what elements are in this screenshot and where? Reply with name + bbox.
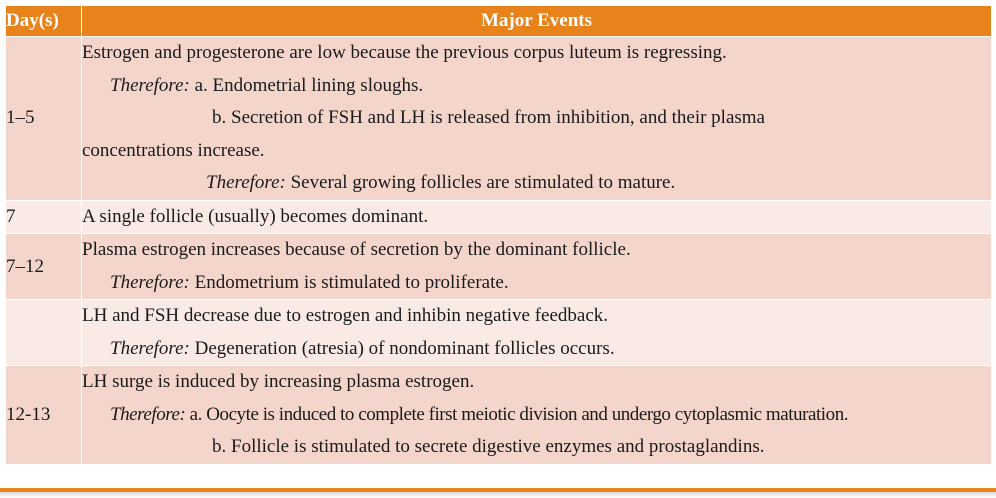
table-row — [6, 234, 992, 300]
event-cell — [82, 300, 992, 366]
menstrual-events-table — [5, 5, 992, 465]
bottom-accent-bar — [0, 488, 996, 498]
event-line: LH and FSH decrease due to estrogen and inhibin negative feedback. — [82, 305, 609, 326]
day-cell: 7–12 — [6, 234, 82, 300]
event-line: b. Secretion of FSH and LH is released from inhibition, and their plasma — [212, 107, 765, 128]
day-column-header: Day(s) — [6, 6, 82, 37]
event-cell — [82, 366, 992, 465]
event-line — [82, 167, 991, 200]
event-line: b. Follicle is stimulated to secrete digestive enzymes and prostaglandins. — [212, 436, 765, 457]
table-row — [6, 366, 992, 465]
bottom-shadow — [0, 492, 996, 498]
event-line: LH surge is induced by increasing plasma estrogen. — [82, 371, 475, 392]
event-text: Endometrium is stimulated to proliferate. — [194, 271, 509, 293]
event-line — [82, 70, 991, 103]
therefore-label: Therefore: — [110, 337, 190, 359]
event-line: Plasma estrogen increases because of secretion by the dominant follicle. — [82, 239, 631, 260]
event-line — [82, 267, 991, 300]
day-cell: 1–5 — [6, 37, 82, 201]
table-row — [6, 200, 992, 234]
event-text: Several growing follicles are stimulated to mature. — [290, 172, 676, 193]
event-line: A single follicle (usually) becomes dominant. — [82, 205, 429, 227]
event-cell — [82, 37, 992, 201]
table-row — [6, 300, 992, 366]
therefore-label: Therefore: — [110, 271, 190, 293]
therefore-label: Therefore: — [110, 403, 186, 425]
event-text: a. Endometrial lining sloughs. — [194, 74, 424, 96]
event-line — [82, 333, 991, 366]
event-line — [82, 399, 991, 432]
table-header-row — [6, 6, 992, 37]
table-row — [6, 37, 992, 201]
event-cell — [82, 200, 992, 234]
events-column-header: Major Events — [82, 6, 992, 37]
day-cell: 12-13 — [6, 366, 82, 465]
therefore-label: Therefore: — [206, 172, 286, 193]
event-line: concentrations increase. — [82, 139, 265, 161]
day-cell — [6, 300, 82, 366]
event-cell — [82, 234, 992, 300]
day-cell: 7 — [6, 200, 82, 234]
event-line: Estrogen and progesterone are low because the previous corpus luteum is regressing. — [82, 42, 727, 63]
therefore-label: Therefore: — [110, 74, 190, 96]
event-text: Degeneration (atresia) of nondominant follicles occurs. — [194, 337, 615, 359]
event-text: a. Oocyte is induced to complete first meiotic division and undergo cytoplasmic maturation. — [189, 403, 849, 425]
